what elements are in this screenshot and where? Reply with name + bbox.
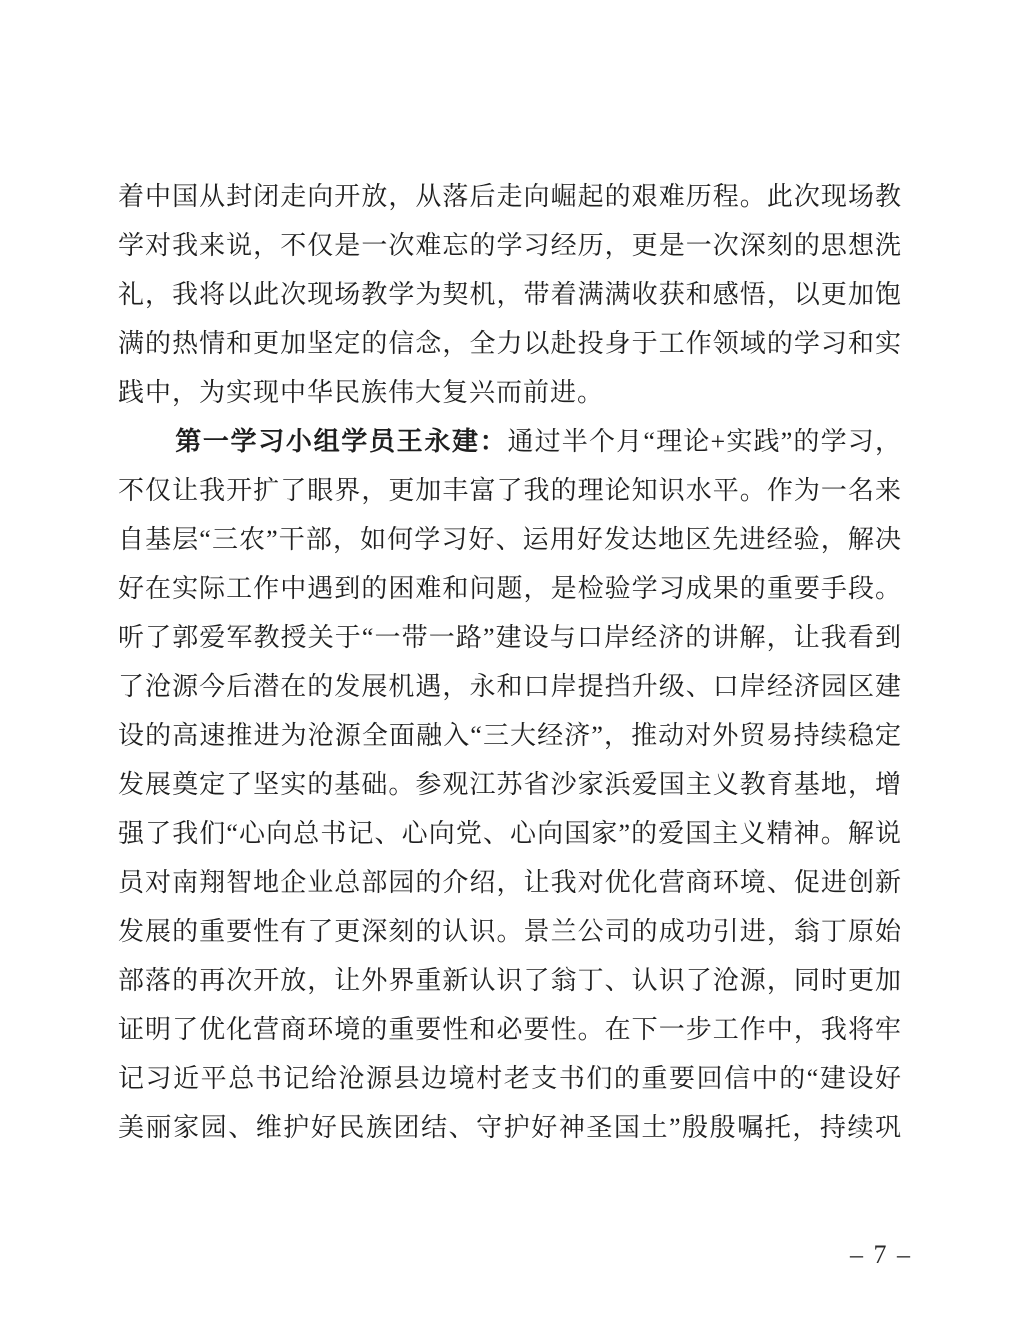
paragraph-trainee-wang-text: 通过半个月“理论+实践”的学习，不仅让我开扩了眼界，更加丰富了我的理论知识水平。作为一名来自基层“三农”干部，如何学习好、运用好发达地区先进经验，解决好在实际工作中遇到的困难和问题，是检验学习成果的重要手段。听了郭爱军教授关于“一带一路”建设与口岸经济的讲解，让我看到了沧源今后潜在的发展机遇，永和口岸提挡升级、口岸经济园区建设的高速推进为沧源全面融入“三大经济”，推动对外贸易持续稳定发展奠定了坚实的基础。参观江苏省沙家浜爱国主义教育基地，增强了我们“心向总书记、心向党、心向国家”的爱国主义精神。解说员对南翔智地企业总部园的介绍，让我对优化营商环境、促进创新发展的重要性有了更深刻的认识。景兰公司的成功引进，翁丁原始部落的再次开放，让外界重新认识了翁丁、认识了沧源，同时更加证明了优化营商环境的重要性和必要性。在下一步工作中，我将牢记习近平总书记给沧源县边境村老支书们的重要回信中的“建设好美丽家园、维护好民族团结、守护好神圣国土”殷殷嘱托，持续巩 [118, 427, 902, 1142]
paragraph-continuation-text: 着中国从封闭走向开放，从落后走向崛起的艰难历程。此次现场教学对我来说，不仅是一次难忘的学习经历，更是一次深刻的思想洗礼，我将以此次现场教学为契机，带着满满收获和感悟，以更加饱满的热情和更加坚定的信念，全力以赴投身于工作领域的学习和实践中，为实现中华民族伟大复兴而前进。 [118, 182, 902, 407]
paragraph-trainee-wang [118, 417, 902, 1152]
page-number: – 7 – [850, 1240, 912, 1269]
speaker-label: 第一学习小组学员王永建： [175, 427, 508, 456]
paragraph-continuation [118, 172, 902, 417]
document-body [118, 172, 902, 1152]
